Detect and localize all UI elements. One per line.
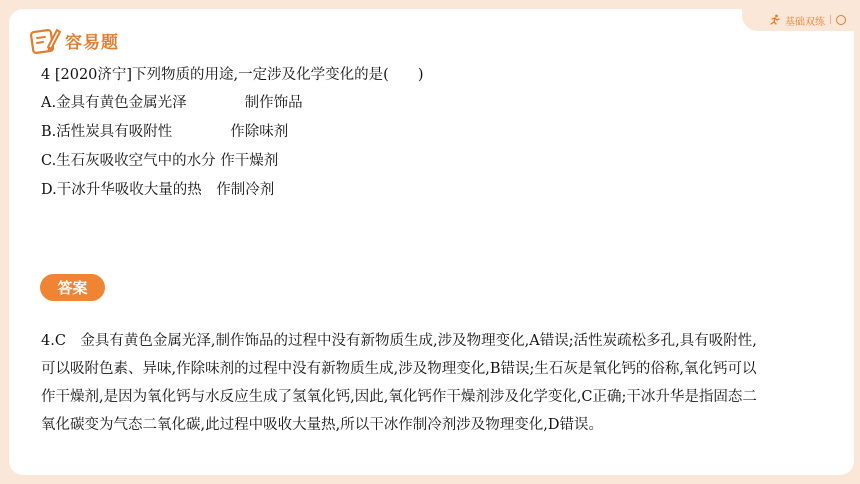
tag-separator: | — [828, 15, 832, 25]
notebook-pencil-icon — [29, 25, 61, 55]
question-stem: 4 [2020济宁]下列物质的用途,一定涉及化学变化的是( ) — [41, 67, 424, 83]
option-c: C.生石灰吸收空气中的水分 作干燥剂 — [41, 153, 279, 169]
section-heading — [29, 25, 119, 55]
answer-line-3: 作干燥剂,是因为氧化钙与水反应生成了氢氧化钙,因此,氧化钙作干燥剂涉及化学变化,C正确;干冰升华是指固态二 — [41, 389, 757, 405]
option-a: A.金具有黄色金属光泽 制作饰品 — [41, 95, 303, 111]
answer-badge: 答案 — [40, 274, 105, 301]
brand-logo-icon — [836, 15, 846, 25]
option-d: D.干冰升华吸收大量的热 作制冷剂 — [41, 182, 275, 198]
answer-line-4: 氧化碳变为气态二氧化碳,此过程中吸收大量热,所以干冰作制冷剂涉及物理变化,D错误。 — [41, 417, 603, 433]
tag-label: 基础双练 — [784, 16, 825, 28]
content-card — [9, 9, 854, 475]
answer-line-1: 4.C 金具有黄色金属光泽,制作饰品的过程中没有新物质生成,涉及物理变化,A错误;活性炭疏松多孔,具有吸附性, — [41, 333, 757, 349]
option-b: B.活性炭具有吸附性 作除味剂 — [41, 124, 289, 140]
series-tag — [742, 9, 854, 31]
answer-line-2: 可以吸附色素、异味,作除味剂的过程中没有新物质生成,涉及物理变化,B错误;生石灰是氧化钙的俗称,氧化钙可以 — [41, 361, 757, 377]
section-title: 容易题 — [65, 32, 119, 53]
runner-icon — [769, 14, 781, 26]
